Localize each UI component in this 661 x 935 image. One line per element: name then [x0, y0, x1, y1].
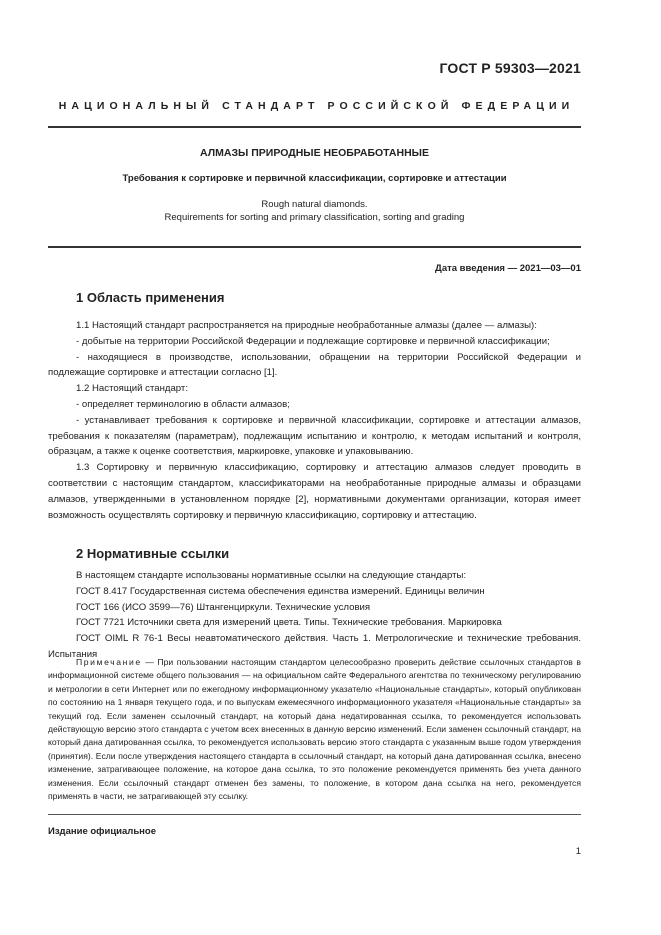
title-divider — [48, 246, 581, 248]
paragraph: - добытые на территории Российской Федерации и подлежащие сортировке и первичной классификации; — [76, 335, 550, 347]
introduction-date: Дата введения — 2021—03—01 — [435, 263, 581, 274]
paragraph: 1.1 Настоящий стандарт распространяется на природные необработанные алмазы (далее — алмазы): — [76, 320, 537, 331]
paragraph: - находящиеся в производстве, использовании, обращении на территории Российской Федерации и подлежащие сортировке и аттестации согласно [1]. — [48, 351, 581, 379]
national-standard-title: НАЦИОНАЛЬНЫЙ СТАНДАРТ РОССИЙСКОЙ ФЕДЕРАЦИИ — [58, 100, 575, 112]
reference-item: ГОСТ 166 (ИСО 3599—76) Штангенциркули. Технические условия — [76, 601, 371, 613]
paragraph: - определяет терминологию в области алмазов; — [76, 398, 290, 410]
note-paragraph — [48, 656, 581, 803]
official-edition-label: Издание официальное — [48, 826, 156, 837]
reference-item: ГОСТ OIML R 76-1 Весы неавтоматического действия. Часть 1. Метрологические и технические требования. Испытания — [48, 633, 581, 660]
footer-divider — [48, 814, 581, 815]
english-title-line: Rough natural diamonds. — [261, 199, 368, 210]
reference-item: ГОСТ 7721 Источники света для измерений цвета. Типы. Технические требования. Маркировка — [76, 617, 502, 629]
note-lead: Примечание — [76, 657, 142, 667]
paragraph: 1.3 Сортировку и первичную классификацию, сортировку и аттестацию алмазов следует проводить в соответствии с настоящим стандартом, классификаторами на необработанные природные алмазы и образцами алмазов, утвержденными в установленном порядке [2], нормативными документами организации, которая имеет возможность осуществлять сортировку и первичную классификацию, сортировку и аттестацию. — [48, 462, 581, 521]
note-block — [48, 656, 581, 803]
paragraph: - устанавливает требования к сортировке и первичной классификации, сортировке и аттестации алмазов, требования к показателям (параметрам), подлежащим испытанию и контролю, к методам испытаний и контроля, образцам, а также к оценке соответствия, маркировке, упаковке и упаковыванию. — [48, 414, 581, 458]
standard-title: АЛМАЗЫ ПРИРОДНЫЕ НЕОБРАБОТАННЫЕ — [200, 147, 429, 159]
section-scope-body — [48, 318, 581, 523]
reference-item: ГОСТ 8.417 Государственная система обеспечения единства измерений. Единицы величин — [76, 585, 485, 597]
section-heading-references: 2 Нормативные ссылки — [76, 546, 230, 561]
note-text: — При пользовании настоящим стандартом целесообразно проверить действие ссылочных стандартов в информационной системе общего пользования — на официальном сайте Федерального агентства по техническому регулированию и метрологии в сети Интернет или по ежегодному информационному указателю «Национальные стандарты», который опубликован по состоянию на 1 января текущего года, и по выпускам ежемесячного информационного указателя «Национальные стандарты» за текущий год. Если заменен ссылочный стандарт, на который дана недатированная ссылка, то рекомендуется использовать действующую версию этого стандарта с учетом всех внесенных в данную версию изменений. Если заменен ссылочный стандарт, на который дана датированная ссылка, то рекомендуется использовать версию этого стандарта с указанным выше годом утверждения (принятия). Если после утверждения настоящего стандарта в ссылочный стандарт, на который дана датированная ссылка, внесено изменение, затрагивающее положение, на которое дана ссылка, то это положение рекомендуется применять без учета данного изменения. Если ссылочный стандарт отменен без замены, то положение, в котором дана ссылка на него, рекомендуется применять в части, не затрагивающей эту ссылку. — [48, 657, 581, 802]
section-heading-scope: 1 Область применения — [76, 290, 225, 305]
section-references-body — [48, 568, 581, 663]
paragraph: 1.2 Настоящий стандарт: — [76, 383, 188, 395]
page-number: 1 — [575, 846, 581, 857]
document-number: ГОСТ Р 59303—2021 — [439, 60, 581, 76]
english-title — [48, 199, 581, 224]
paragraph: В настоящем стандарте использованы нормативные ссылки на следующие стандарты: — [76, 570, 467, 581]
english-title-line: Requirements for sorting and primary classification, sorting and grading — [164, 211, 465, 223]
top-divider — [48, 126, 581, 128]
standard-subtitle: Требования к сортировке и первичной классификации, сортировке и аттестации — [122, 173, 507, 184]
